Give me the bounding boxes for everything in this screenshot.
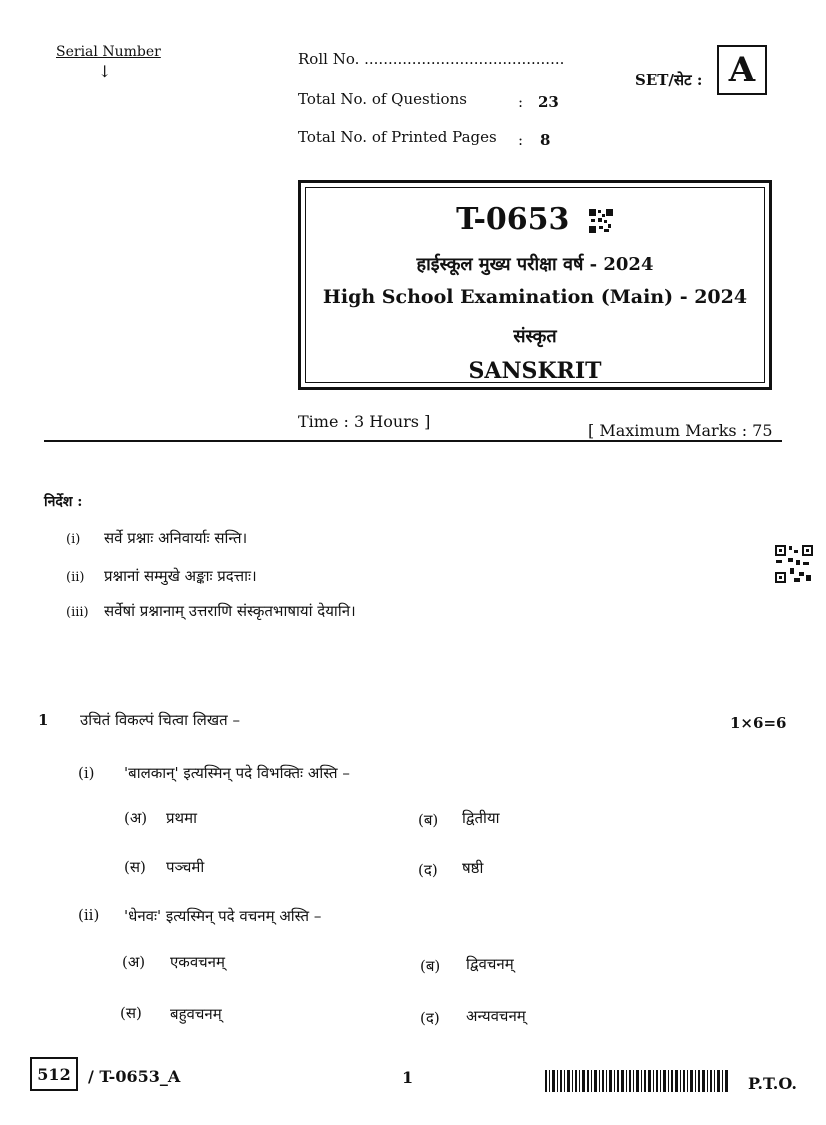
option-text: प्रथमा — [166, 809, 197, 827]
exam-title-hindi: हाईस्कूल मुख्य परीक्षा वर्ष - 2024 — [416, 254, 654, 275]
question-text: उचितं विकल्पं चित्वा लिखत – — [80, 711, 240, 729]
instruction-text: प्रश्नानां सम्मुखे अङ्काः प्रदत्ताः। — [104, 567, 257, 585]
please-turn-over: P.T.O. — [748, 1074, 797, 1093]
serial-number-label: Serial Number — [56, 44, 161, 60]
option-label: (स) — [120, 1004, 142, 1022]
instructions-heading: निर्देश : — [44, 494, 83, 510]
total-pages-label: Total No. of Printed Pages — [298, 128, 497, 146]
total-pages-sep: : — [518, 131, 524, 149]
exam-title-english: High School Examination (Main) - 2024 — [322, 286, 748, 308]
question-marks: 1×6=6 — [730, 714, 787, 732]
option-text: बहुवचनम् — [170, 1005, 222, 1023]
option-label: (द) — [418, 861, 438, 879]
option-text: एकवचनम् — [170, 953, 225, 971]
instruction-num: (iii) — [66, 605, 89, 620]
set-value-box: A — [717, 45, 767, 95]
instruction-text: सर्वेषां प्रश्नानाम् उत्तराणि संस्कृतभाषायां देयानि। — [104, 602, 356, 620]
instruction-num: (ii) — [66, 570, 85, 585]
option-text: पञ्चमी — [166, 858, 205, 876]
option-label: (अ) — [122, 953, 146, 971]
option-label: (द) — [420, 1009, 440, 1027]
total-questions-sep: : — [518, 93, 524, 111]
option-label: (स) — [124, 858, 146, 876]
header-divider — [44, 440, 782, 442]
roll-number-row — [298, 50, 564, 68]
subject-english: SANSKRIT — [468, 358, 602, 384]
option-text: अन्यवचनम् — [466, 1007, 526, 1025]
total-pages-value: 8 — [540, 131, 551, 149]
roll-number-label: Roll No. — [298, 50, 365, 68]
paper-code-line — [306, 202, 764, 237]
barcode-icon — [545, 1070, 730, 1092]
paper-code: T-0653 — [456, 202, 570, 237]
title-box — [298, 180, 772, 390]
sub-question-text: 'बालकान्' इत्यस्मिन् पदे विभक्तिः अस्ति – — [124, 764, 350, 782]
total-questions-value: 23 — [538, 93, 559, 111]
sub-question-text: 'धेनवः' इत्यस्मिन् पदे वचनम् अस्ति – — [124, 907, 322, 925]
option-label: (ब) — [418, 811, 439, 829]
option-label: (अ) — [124, 809, 148, 827]
option-text: द्विवचनम् — [466, 955, 514, 973]
maximum-marks: [ Maximum Marks : 75 — [588, 421, 773, 440]
sub-question-number: (ii) — [78, 906, 100, 924]
question-number: 1 — [38, 711, 49, 729]
subject-hindi: संस्कृत — [513, 326, 557, 347]
set-label: SET/सेट : — [635, 71, 703, 89]
footer-paper-code: / T-0653_A — [88, 1067, 181, 1086]
roll-number-blank: .......................................... — [364, 50, 565, 68]
instruction-text: सर्वे प्रश्नाः अनिवार्याः सन्ति। — [104, 529, 248, 547]
total-questions-label: Total No. of Questions — [298, 90, 467, 108]
page-number: 1 — [402, 1068, 414, 1087]
sub-question-number: (i) — [78, 764, 95, 782]
option-label: (ब) — [420, 957, 441, 975]
time-allowed: Time : 3 Hours ] — [298, 412, 431, 431]
title-box-inner — [305, 187, 765, 383]
option-text: षष्ठी — [462, 859, 484, 877]
qr-code-icon — [588, 208, 614, 234]
down-arrow-icon: ↓ — [98, 62, 112, 81]
option-text: द्वितीया — [462, 809, 500, 827]
footer-code-box: 512 — [30, 1057, 78, 1091]
instruction-num: (i) — [66, 532, 81, 547]
qr-code-icon — [774, 544, 814, 584]
